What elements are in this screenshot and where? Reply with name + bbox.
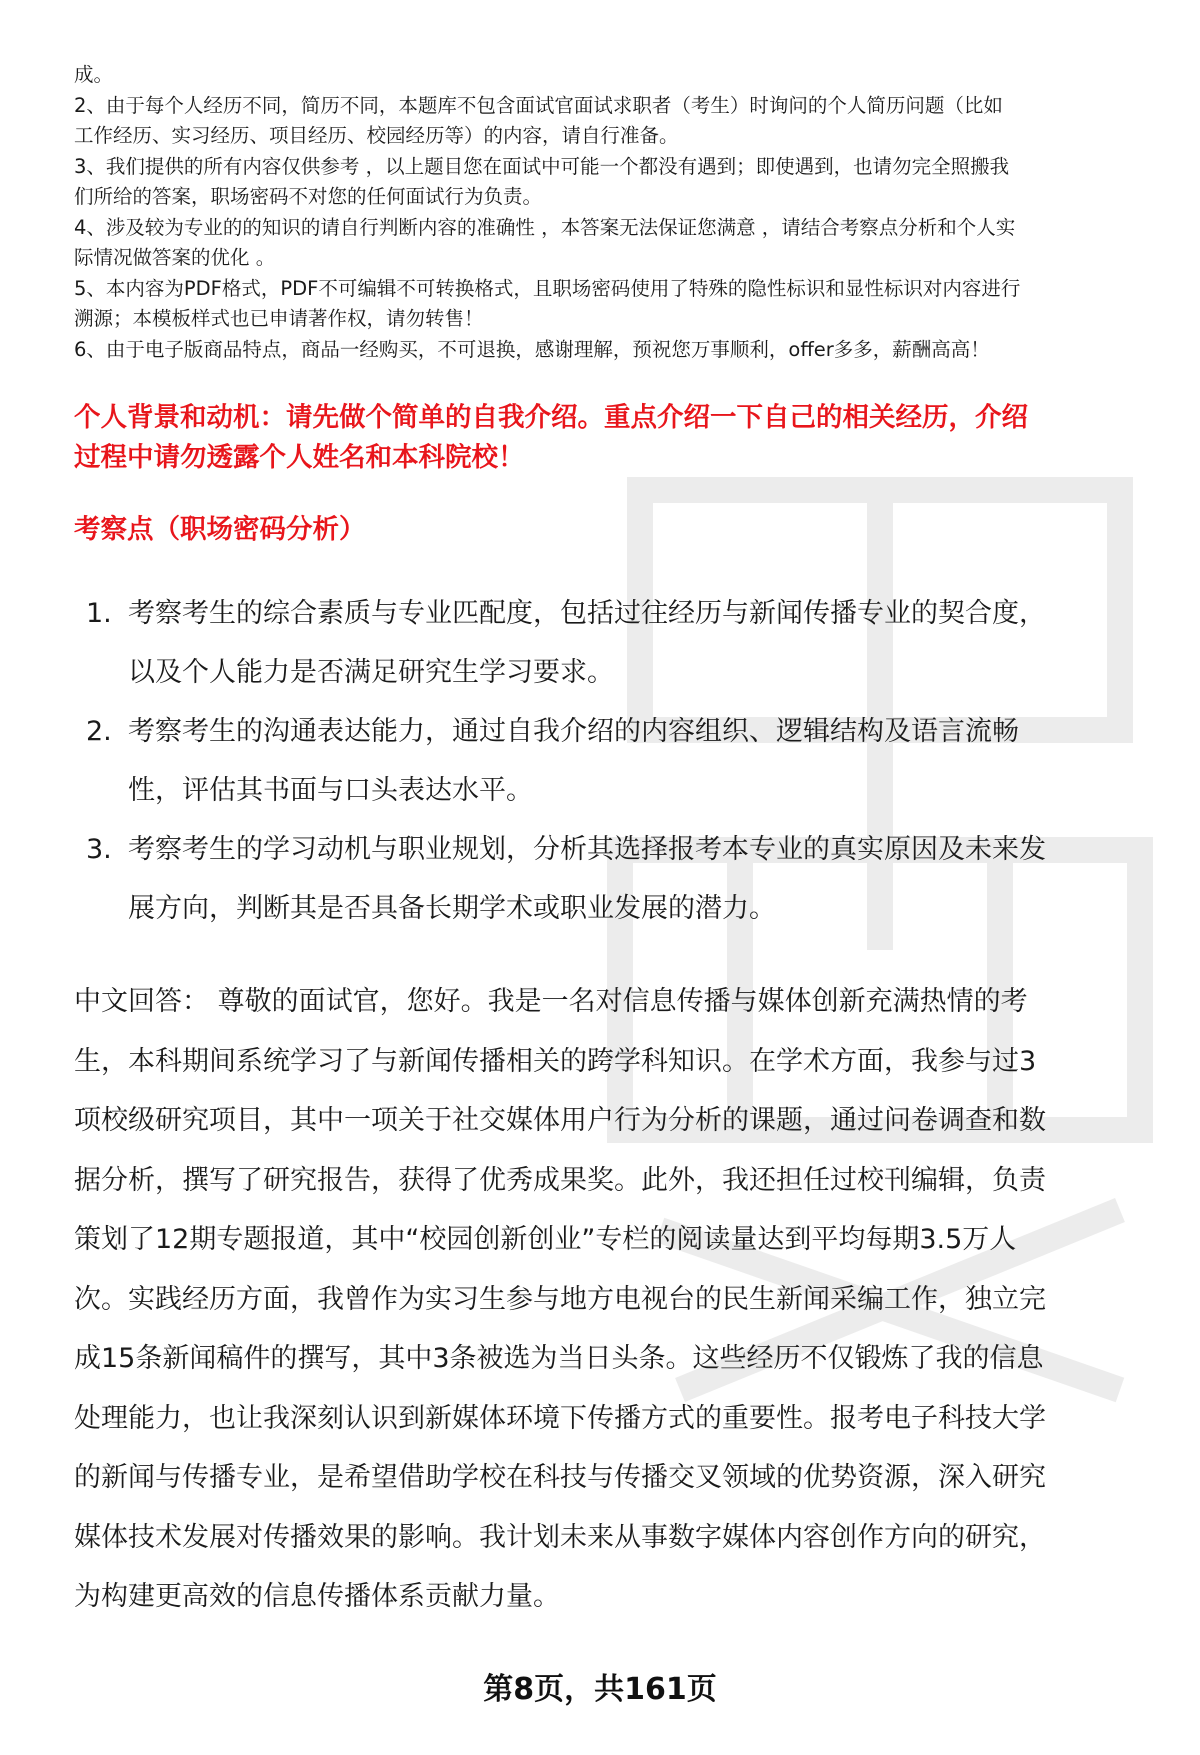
- note-line: 4、涉及较为专业的的知识的请自行判断内容的准确性 ，本答案无法保证您满意 ，请结合考察点分析和个人实: [74, 215, 1016, 239]
- answer-line: 次。实践经历方面，我曾作为实习生参与地方电视台的民生新闻采编工作，独立完: [74, 1283, 1046, 1315]
- answer-line: 中文回答： 尊敬的面试官，您好。我是一名对信息传播与媒体创新充满热情的考: [74, 986, 1028, 1017]
- exam-point-line: 考察考生的学习动机与职业规划，分析其选择报考本专业的真实原因及未来发: [128, 834, 1046, 865]
- exam-point-line: 展方向，判断其是否具备长期学术或职业发展的潜力。: [128, 893, 776, 924]
- page-number: 第8页，共161页: [483, 1672, 717, 1707]
- answer-line: 媒体技术发展对传播效果的影响。我计划未来从事数字媒体内容创作方向的研究，: [74, 1521, 1046, 1553]
- answer-line: 项校级研究项目，其中一项关于社交媒体用户行为分析的课题，通过问卷调查和数: [74, 1105, 1046, 1136]
- answer-line: 为构建更高效的信息传播体系贡献力量。: [74, 1581, 560, 1612]
- exam-points-list: [74, 584, 1164, 938]
- note-line: 工作经历、实习经历、项目经历、校园经历等）的内容，请自行准备。: [74, 124, 679, 147]
- answer-line: 生，本科期间系统学习了与新闻传播相关的跨学科知识。在学术方面，我参与过3: [74, 1045, 1037, 1077]
- exam-point-number: 2.: [86, 716, 112, 747]
- answer-line: 的新闻与传播专业，是希望借助学校在科技与传播交叉领域的优势资源，深入研究: [74, 1462, 1046, 1493]
- exam-point-item: [74, 820, 1164, 938]
- exam-point-number: 1.: [86, 598, 112, 629]
- question-line: 过程中请勿透露个人姓名和本科院校！: [74, 442, 525, 473]
- exam-point-text: [128, 584, 1164, 702]
- question-heading: [74, 398, 1154, 478]
- answer-line: 据分析，撰写了研究报告，获得了优秀成果奖。此外，我还担任过校刊编辑，负责: [74, 1164, 1046, 1196]
- answer-line: 处理能力，也让我深刻认识到新媒体环境下传播方式的重要性。报考电子科技大学: [74, 1402, 1046, 1434]
- question-line: 个人背景和动机：请先做个简单的自我介绍。重点介绍一下自己的相关经历，介绍: [74, 402, 1028, 433]
- note-line: 溯源；本模板样式也已申请著作权，请勿转售！: [74, 307, 484, 330]
- answer-line: 策划了12期专题报道，其中“校园创新创业”专栏的阅读量达到平均每期3.5万人: [74, 1224, 1017, 1255]
- exam-point-line: 考察考生的综合素质与专业匹配度，包括过往经历与新闻传播专业的契合度，: [128, 598, 1046, 629]
- exam-points-heading: 考察点（职场密码分析）: [74, 514, 366, 545]
- exam-point-item: [74, 702, 1164, 820]
- note-line: 6、由于电子版商品特点，商品一经购买，不可退换，感谢理解，预祝您万事顺利，offer多多，薪酬高高！: [74, 337, 990, 361]
- exam-point-line: 性，评估其书面与口头表达水平。: [128, 775, 533, 806]
- chinese-answer: [74, 972, 1164, 1627]
- exam-point-text: [128, 702, 1164, 820]
- note-line: 3、我们提供的所有内容仅供参考 ，以上题目您在面试中可能一个都没有遇到；即使遇到，也请勿完全照搬我: [74, 154, 1010, 178]
- exam-point-line: 考察考生的沟通表达能力，通过自我介绍的内容组织、逻辑结构及语言流畅: [128, 716, 1019, 747]
- note-line: 际情况做答案的优化 。: [74, 246, 276, 269]
- disclaimer-notes: [74, 60, 1154, 365]
- exam-point-number: 3.: [86, 834, 112, 865]
- exam-point-text: [128, 820, 1164, 938]
- exam-point-line: 以及个人能力是否满足研究生学习要求。: [128, 657, 614, 688]
- note-line: 5、本内容为PDF格式，PDF不可编辑不可转换格式，且职场密码使用了特殊的隐性标识和显性标识对内容进行: [74, 276, 1021, 300]
- note-line: 们所给的答案，职场密码不对您的任何面试行为负责。: [74, 185, 543, 208]
- exam-point-item: [74, 584, 1164, 702]
- note-line: 2、由于每个人经历不同，简历不同，本题库不包含面试官面试求职者（考生）时询问的个人简历问题（比如: [74, 93, 1003, 117]
- answer-line: 成15条新闻稿件的撰写，其中3条被选为当日头条。这些经历不仅锻炼了我的信息: [74, 1343, 1044, 1374]
- note-line: 成。: [74, 63, 114, 86]
